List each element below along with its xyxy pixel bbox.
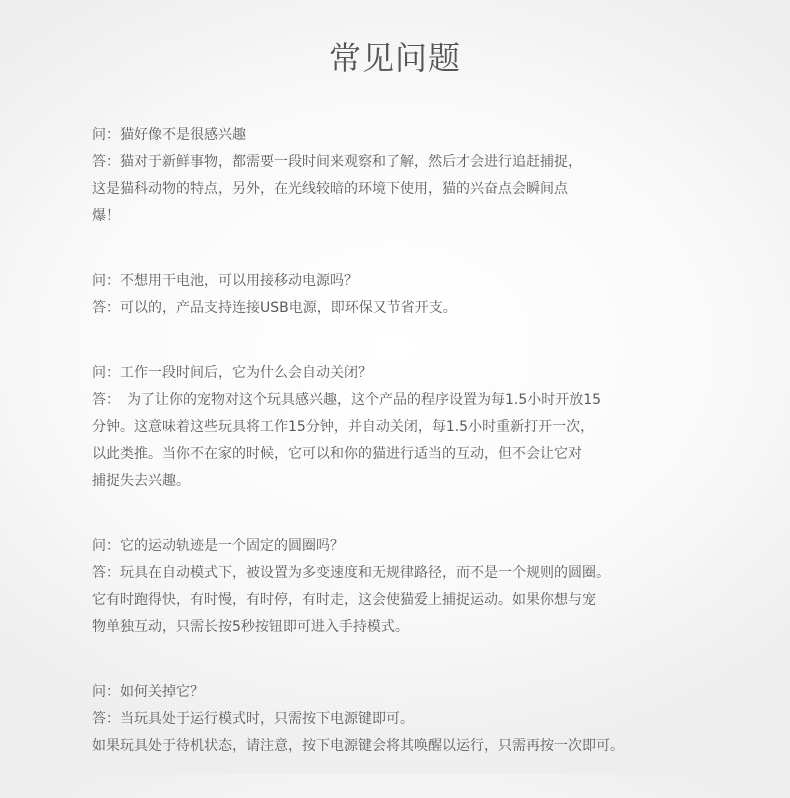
faq-question: 问：不想用干电池，可以用接移动电源吗？ <box>92 273 358 289</box>
faq-answer-line: 答：猫对于新鲜事物，都需要一段时间来观察和了解，然后才会进行追赶捕捉， <box>92 154 582 170</box>
faq-question: 问：工作一段时间后，它为什么会自动关闭？ <box>92 365 372 381</box>
faq-question: 问：它的运动轨迹是一个固定的圆圈吗？ <box>92 538 344 554</box>
faq-answer-line: 答： 为了让你的宠物对这个玩具感兴趣，这个产品的程序设置为每1.5小时开放15 <box>92 392 602 408</box>
faq-list <box>92 122 752 798</box>
faq-item <box>92 122 752 230</box>
faq-answer-line: 答：可以的，产品支持连接USB电源，即环保又节省开支。 <box>92 300 457 316</box>
faq-answer-line: 捕捉失去兴趣。 <box>92 473 190 489</box>
faq-answer-line: 它有时跑得快，有时慢，有时停，有时走，这会使猫爱上捕捉运动。如果你想与宠 <box>92 592 596 608</box>
faq-item <box>92 679 752 760</box>
faq-question: 问：猫好像不是很感兴趣 <box>92 127 246 143</box>
faq-question: 问：如何关掉它？ <box>92 684 204 700</box>
faq-answer-line: 答：玩具在自动模式下，被设置为多变速度和无规律路径，而不是一个规则的圆圈。 <box>92 565 610 581</box>
faq-answer-line: 以此类推。当你不在家的时候，它可以和你的猫进行适当的互动，但不会让它对 <box>92 446 582 462</box>
faq-item <box>92 533 752 641</box>
faq-answer-line: 物单独互动，只需长按5秒按钮即可进入手持模式。 <box>92 619 409 635</box>
faq-answer-line: 爆！ <box>92 208 120 224</box>
faq-answer-line: 分钟。这意味着这些玩具将工作15分钟，并自动关闭，每1.5小时重新打开一次， <box>92 419 595 435</box>
faq-answer-line: 如果玩具处于待机状态，请注意，按下电源键会将其唤醒以运行，只需再按一次即可。 <box>92 738 624 754</box>
faq-answer-line: 这是猫科动物的特点，另外，在光线较暗的环境下使用，猫的兴奋点会瞬间点 <box>92 181 568 197</box>
faq-answer-line: 答：当玩具处于运行模式时，只需按下电源键即可。 <box>92 711 414 727</box>
page-title: 常见问题 <box>328 39 461 77</box>
faq-item <box>92 360 752 495</box>
faq-item <box>92 268 752 322</box>
